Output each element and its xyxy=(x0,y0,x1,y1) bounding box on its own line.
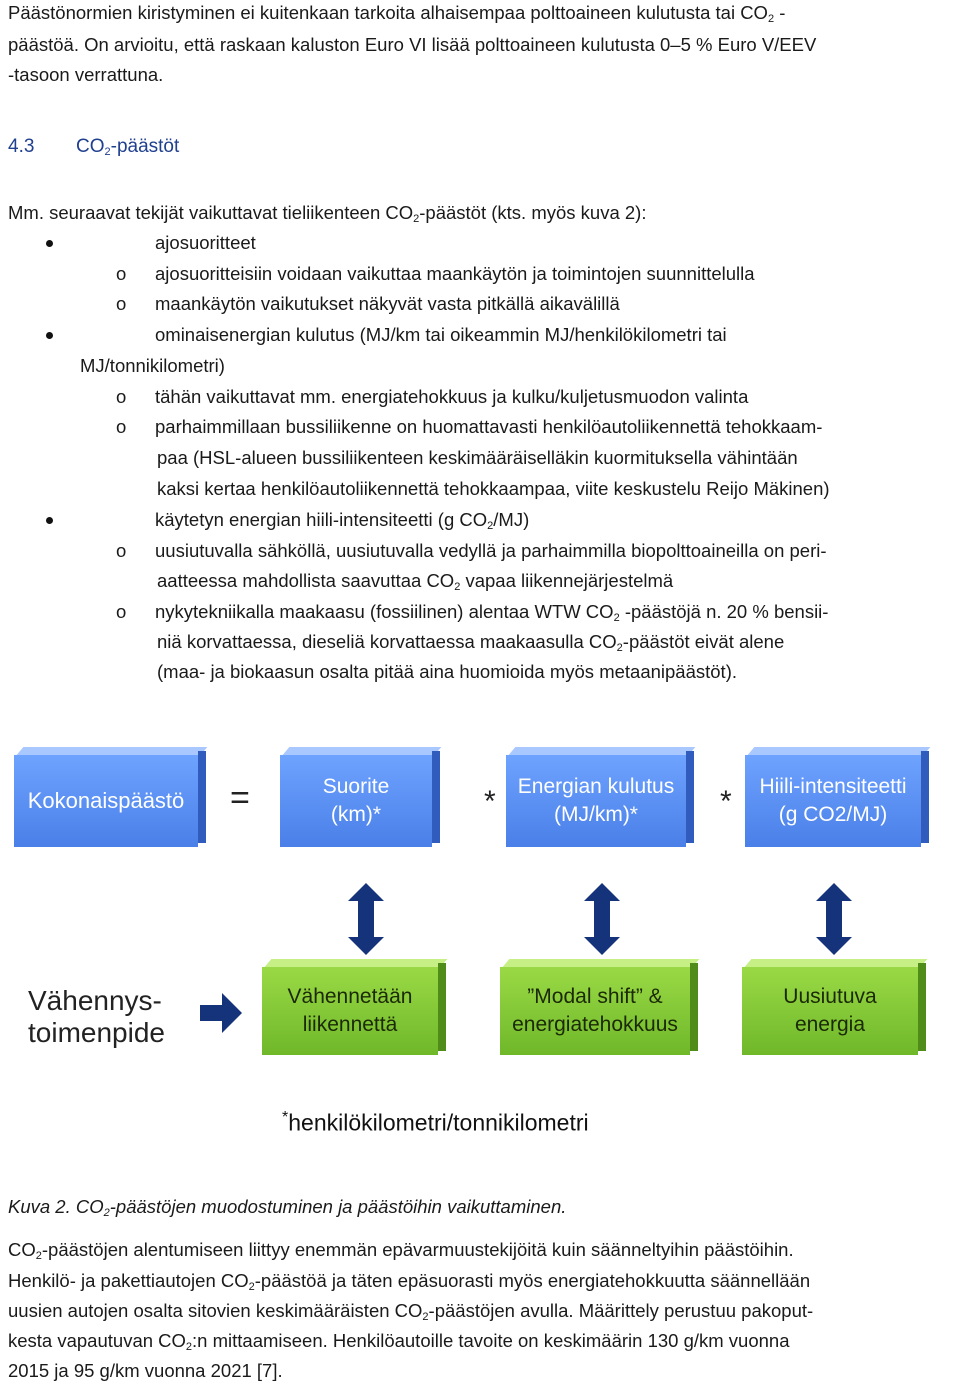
list-item-continued: MJ/tonnikilometri) xyxy=(80,355,225,376)
intro-line-3: -tasoon verrattuna. xyxy=(8,64,164,85)
closing-line-1: $CO_2$-päästöjen alentumiseen liittyy enemmän epävarmuustekijöitä kuin säänneltyihin päästöihin. xyxy=(8,1239,794,1262)
list-item: ajosuoritteet xyxy=(155,232,256,253)
double-arrow-icon xyxy=(582,883,622,955)
measure-box-modal-shift: ”Modal shift” & energiatehokkuus xyxy=(500,967,690,1055)
double-arrow-icon xyxy=(814,883,854,955)
bullet-dot xyxy=(46,517,53,524)
intro-line-2: päästöä. On arvioitu, että raskaan kaluston Euro VI lisää polttoaineen kulutusta 0–5 % Euro V/EEV xyxy=(8,34,817,55)
factor-box-carbon: Hiili-intensiteetti (g CO2/MJ) xyxy=(745,755,921,847)
closing-line-4: kesta vapautuvan $CO_2:n$ mittaamiseen. Henkilöautoille tavoite on keskimäärin 130 g/km vuonna xyxy=(8,1330,790,1353)
diagram-footnote: *henkilökilometri/tonnikilometri xyxy=(282,1109,589,1136)
closing-line-3: uusien autojen osalta sitovien keskimääräisten $CO_2$-päästöjen avulla. Määrittely perustuu pakoput- xyxy=(8,1300,814,1323)
sub-bullet: o xyxy=(116,386,127,407)
diagram xyxy=(0,735,960,1155)
bullet-dot xyxy=(46,240,53,247)
intro-line-1: Päästönormien kiristyminen ei kuitenkaan tarkoita alhaisempaa polttoaineen kulutusta tai $CO_2$ - xyxy=(8,2,786,25)
figure-caption: Kuva 2. $CO_2$-päästöjen muodostuminen ja päästöihin vaikuttaminen. xyxy=(8,1196,567,1219)
list-subitem-continued: aatteessa mahdollista saavuttaa $CO_2$ vapaa liikennejärjestelmä xyxy=(157,570,674,593)
factor-box-activity: Suorite (km)* xyxy=(280,755,432,847)
sub-bullet: o xyxy=(116,601,127,622)
section-title: $CO_2$-päästöt xyxy=(76,136,180,158)
list-subitem: nykytekniikalla maakaasu (fossiilinen) alentaa WTW $CO_2$ -päästöjä n. 20 % bensii- xyxy=(155,601,829,624)
sub-bullet: o xyxy=(116,540,127,561)
lead-paragraph: Mm. seuraavat tekijät vaikuttavat tieliikenteen $CO_2$-päästöt (kts. myös kuva 2): xyxy=(8,202,647,225)
multiply-sign: * xyxy=(484,785,496,818)
total-emissions-box: Kokonaispäästö xyxy=(14,755,198,847)
bullet-dot xyxy=(46,332,53,339)
list-subitem: uusiutuvalla sähköllä, uusiutuvalla vedyllä ja parhaimmilla biopolttoaineilla on peri- xyxy=(155,540,827,561)
list-subitem: tähän vaikuttavat mm. energiatehokkuus ja kulku/kuljetusmuodon valinta xyxy=(155,386,749,407)
factor-box-energy: Energian kulutus (MJ/km)* xyxy=(506,755,686,847)
list-subitem: parhaimmillaan bussiliikenne on huomattavasti henkilöautoliikennettä tehokkaam- xyxy=(155,416,823,437)
list-item: käytetyn energian hiili-intensiteetti (g $CO_2/MJ$) xyxy=(155,509,530,532)
list-subitem-continued: (maa- ja biokaasun osalta pitää aina huomioida myös metaanipäästöt). xyxy=(157,661,737,682)
multiply-sign: * xyxy=(720,785,732,818)
closing-line-5: 2015 ja 95 g/km vuonna 2021 [7]. xyxy=(8,1360,283,1381)
list-subitem-continued: kaksi kertaa henkilöautoliikennettä tehokkaampaa, viite keskustelu Reijo Mäkinen) xyxy=(157,478,830,499)
measure-box-renewable: Uusiutuva energia xyxy=(742,967,918,1055)
closing-line-2: Henkilö- ja pakettiautojen $CO_2$-päästöä ja täten epäsuorasti myös energiatehokkuutta säännellään xyxy=(8,1270,811,1293)
equals-sign: = xyxy=(230,779,250,817)
measure-label: Vähennys- toimenpide xyxy=(28,985,165,1048)
list-subitem-continued: paa (HSL-alueen bussiliikenteen keskimääräiselläkin kuormituksella vähintään xyxy=(157,447,798,468)
list-subitem: ajosuoritteisiin voidaan vaikuttaa maankäytön ja toimintojen suunnittelulla xyxy=(155,263,755,284)
section-number: 4.3 xyxy=(8,136,35,157)
sub-bullet: o xyxy=(116,416,127,437)
measure-box-traffic: Vähennetään liikennettä xyxy=(262,967,438,1055)
sub-bullet: o xyxy=(116,263,127,284)
double-arrow-icon xyxy=(346,883,386,955)
list-subitem: maankäytön vaikutukset näkyvät vasta pitkällä aikavälillä xyxy=(155,293,620,314)
list-subitem-continued: niä korvattaessa, dieseliä korvattaessa maakaasulla $CO_2$-päästöt eivät alene xyxy=(157,631,785,654)
sub-bullet: o xyxy=(116,293,127,314)
right-arrow-icon xyxy=(200,993,242,1033)
list-item: ominaisenergian kulutus (MJ/km tai oikeammin MJ/henkilökilometri tai xyxy=(155,324,727,345)
